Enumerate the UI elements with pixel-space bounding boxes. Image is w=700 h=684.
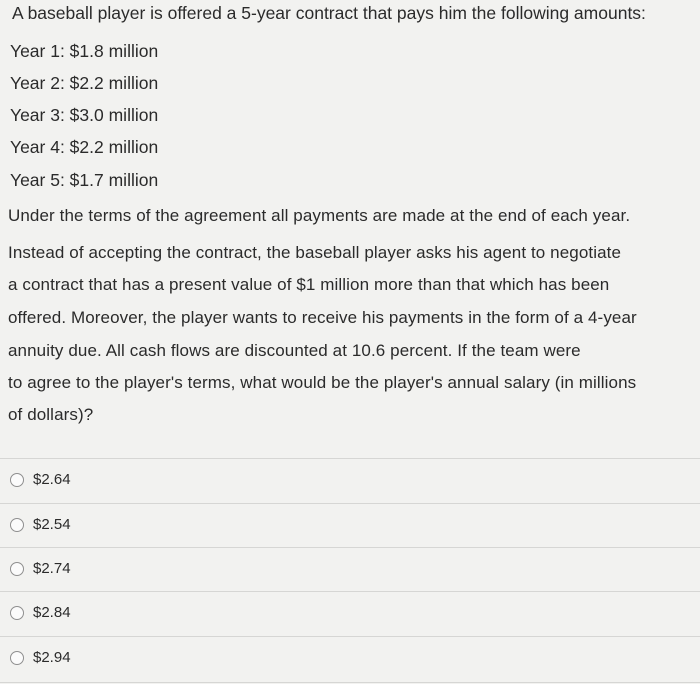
option-divider [0, 682, 700, 683]
year-5-amount: Year 5: $1.7 million [10, 170, 159, 190]
option-label: $2.94 [33, 649, 71, 666]
option-5[interactable] [0, 637, 700, 681]
option-label: $2.74 [33, 560, 71, 577]
option-3[interactable] [0, 548, 700, 592]
radio-button[interactable] [10, 562, 24, 576]
option-label: $2.54 [33, 516, 71, 533]
option-label: $2.84 [33, 604, 71, 621]
year-4-amount: Year 4: $2.2 million [10, 137, 159, 157]
radio-button[interactable] [10, 651, 24, 665]
question-text-line: of dollars)? [8, 405, 94, 424]
option-4[interactable] [0, 592, 700, 636]
year-3-amount: Year 3: $3.0 million [10, 105, 159, 125]
radio-button[interactable] [10, 606, 24, 620]
question-text-line: offered. Moreover, the player wants to receive his payments in the form of a 4-year [8, 308, 637, 327]
year-2-amount: Year 2: $2.2 million [10, 73, 159, 93]
radio-button[interactable] [10, 473, 24, 487]
question-text-line: to agree to the player's terms, what would be the player's annual salary (in millions [8, 373, 637, 392]
option-2[interactable] [0, 504, 700, 548]
question-text-line: annuity due. All cash flows are discounted at 10.6 percent. If the team were [8, 341, 581, 360]
option-label: $2.64 [33, 471, 71, 488]
question-text-line: Instead of accepting the contract, the baseball player asks his agent to negotiate [8, 243, 622, 262]
question-text-line: a contract that has a present value of $1 million more than that which has been [8, 275, 610, 294]
question-text-line: Under the terms of the agreement all payments are made at the end of each year. [8, 206, 631, 225]
option-1[interactable] [0, 459, 700, 503]
radio-button[interactable] [10, 518, 24, 532]
year-1-amount: Year 1: $1.8 million [10, 41, 159, 61]
question-intro: A baseball player is offered a 5-year contract that pays him the following amounts: [12, 3, 646, 23]
